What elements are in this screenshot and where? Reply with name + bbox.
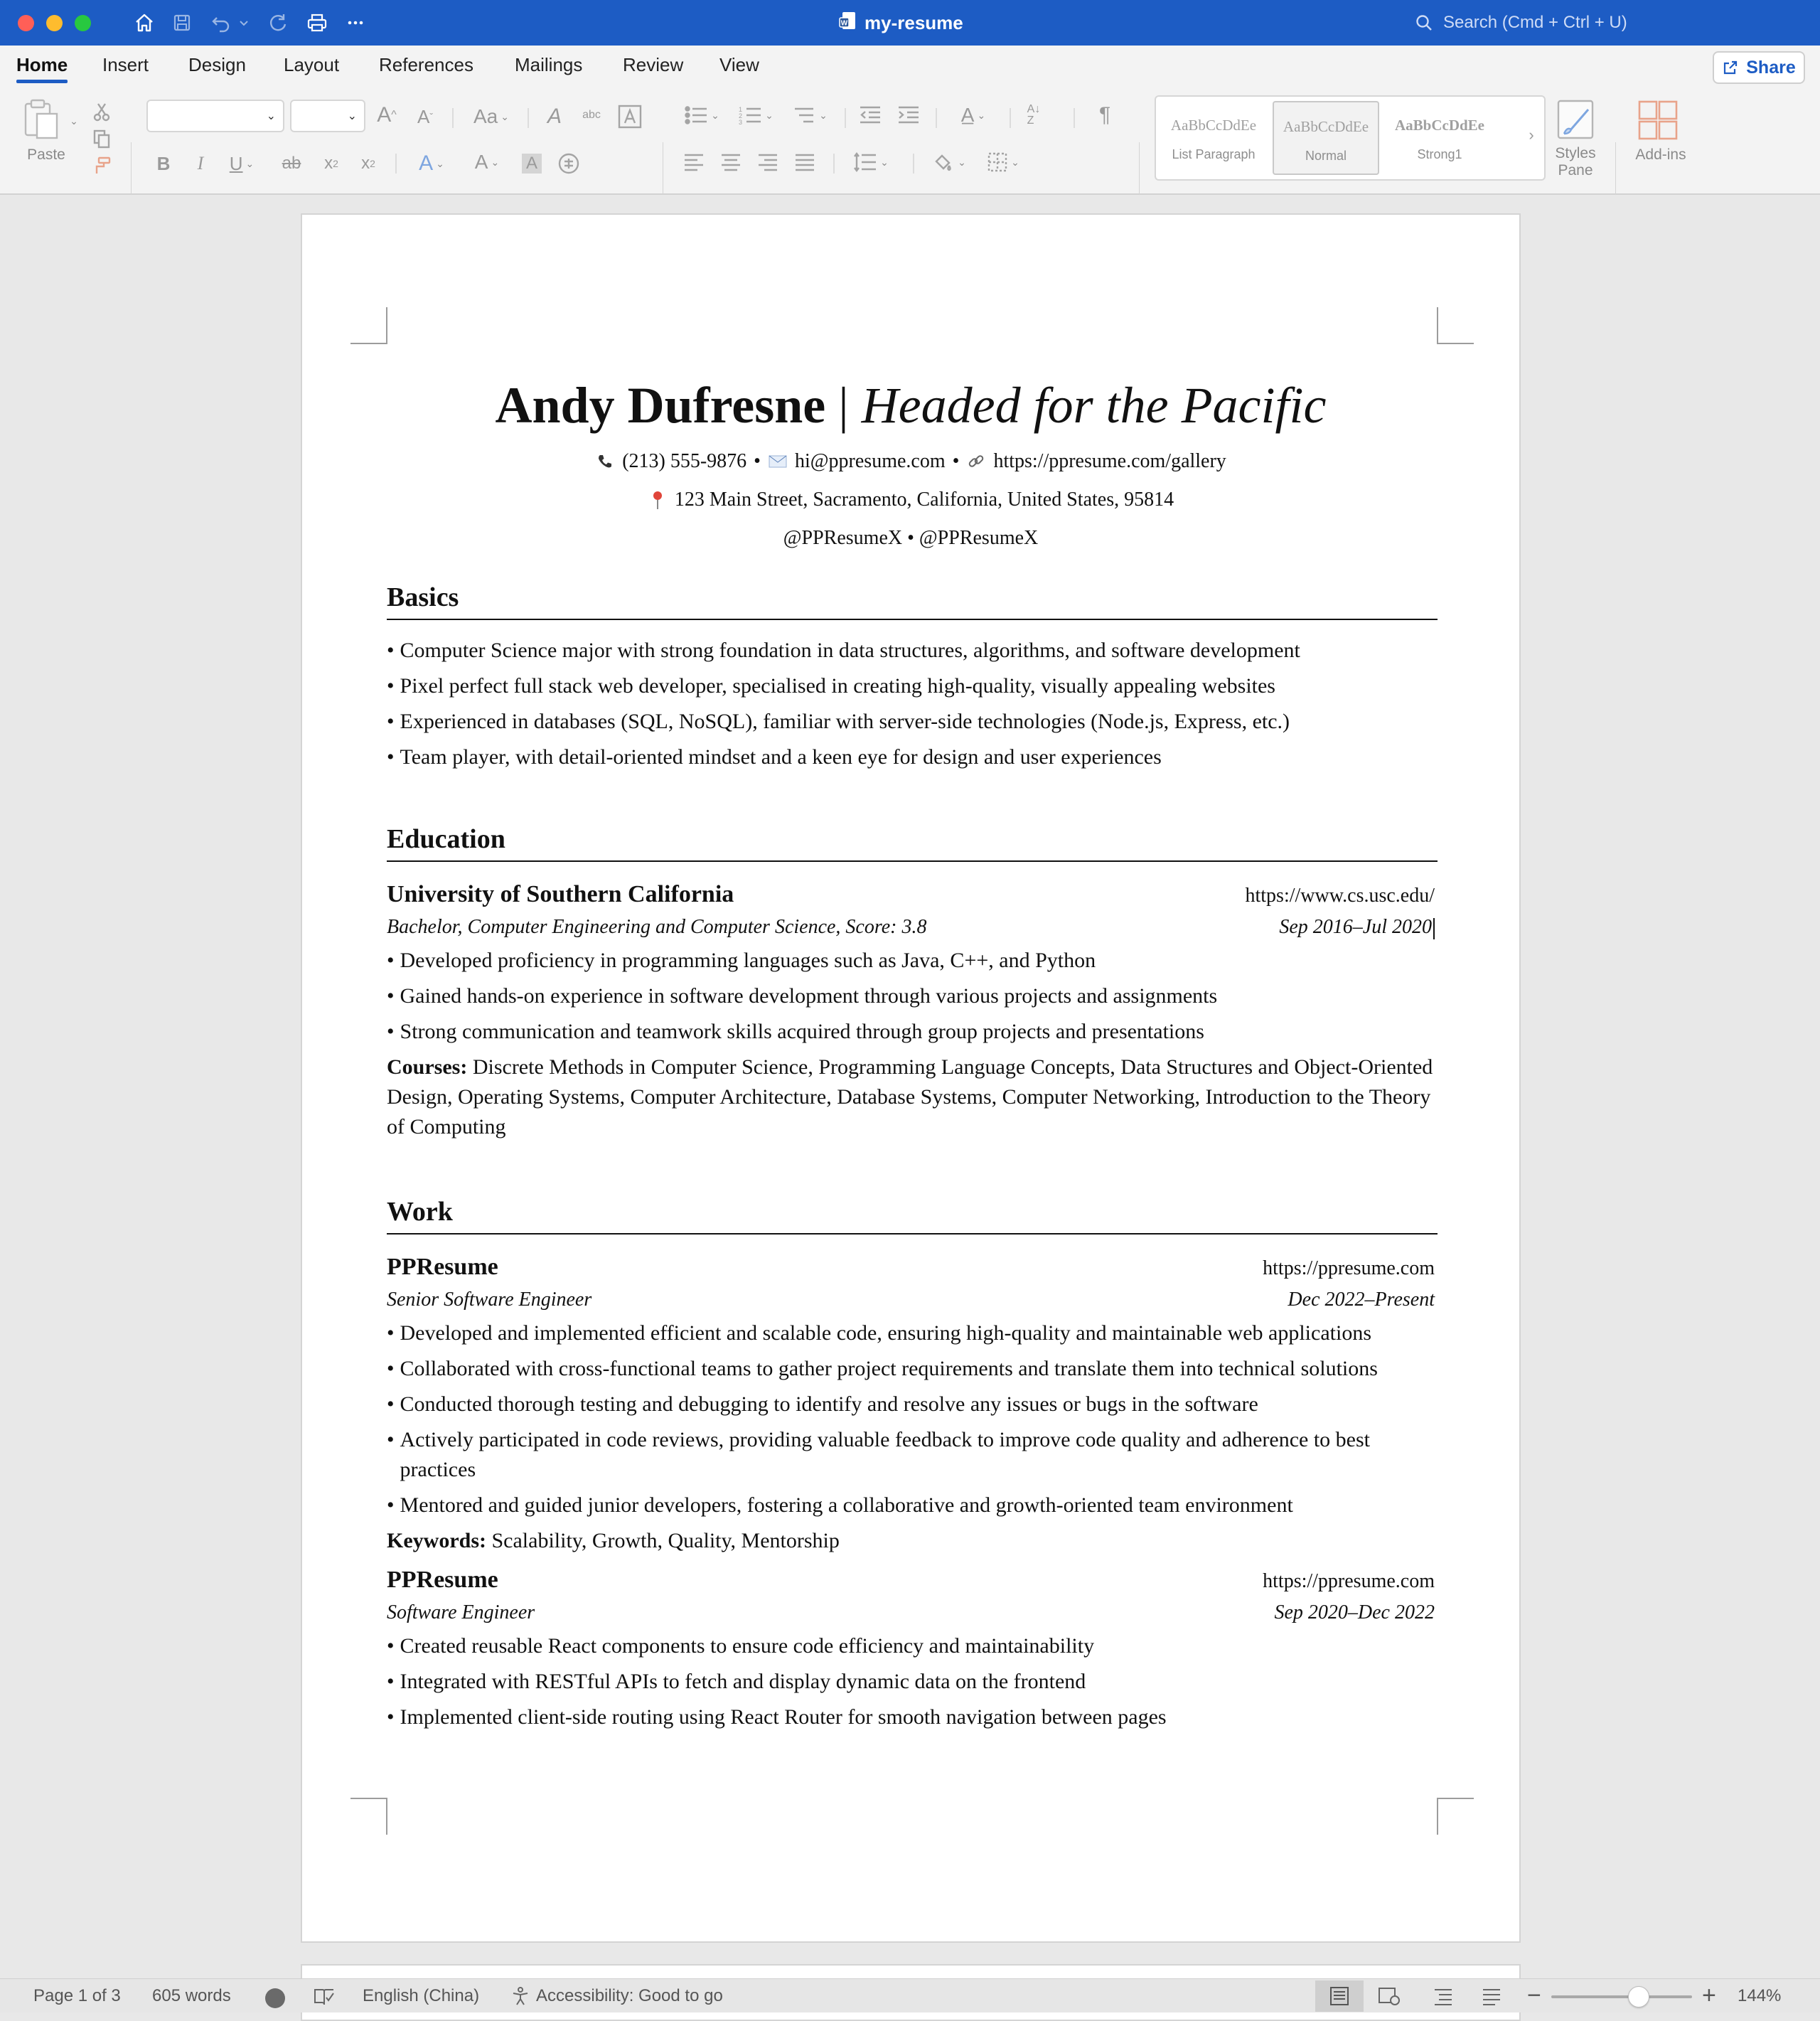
- styles-pane-label-line2: Pane: [1558, 162, 1593, 178]
- styles-pane-icon[interactable]: [1553, 98, 1598, 141]
- page-count[interactable]: Page 1 of 3: [33, 1986, 121, 2005]
- ribbon-separator: [913, 154, 914, 174]
- ribbon-separator: [452, 108, 454, 128]
- add-ins-icon[interactable]: [1635, 98, 1681, 142]
- list-item-text: Created reusable React components to ensure code efficiency and maintainability: [400, 1634, 1095, 1658]
- resume-header: [302, 375, 1519, 550]
- title-bar: [0, 0, 1820, 46]
- share-icon: [1722, 59, 1739, 76]
- print-icon[interactable]: [304, 10, 330, 36]
- tab-layout[interactable]: Layout: [284, 54, 340, 75]
- name-line: [302, 375, 1519, 435]
- proofing-icon[interactable]: [313, 1986, 336, 2007]
- company-name: PPResume: [387, 1254, 498, 1280]
- phone-number[interactable]: (213) 555-9876: [622, 450, 747, 472]
- list-item-text: Developed proficiency in programming languages such as Java, C++, and Python: [400, 949, 1096, 972]
- education-dates: [1279, 913, 1435, 942]
- socials-line: [302, 526, 1519, 550]
- school-name: University of Southern California: [387, 881, 734, 907]
- entry-subheader: [387, 1599, 1438, 1627]
- list-item-text: Collaborated with cross-functional teams to gather project requirements and translate them into technical solutions: [400, 1357, 1378, 1380]
- close-window-button[interactable]: [18, 15, 34, 31]
- courses-paragraph: [387, 1052, 1438, 1142]
- bullet-mark: •: [387, 1670, 395, 1693]
- clear-formatting-icon[interactable]: A: [547, 105, 562, 128]
- borders-icon[interactable]: ⌄: [980, 148, 1027, 176]
- keywords-label: Keywords:: [387, 1529, 486, 1552]
- cut-icon[interactable]: [90, 100, 114, 124]
- undo-dropdown-icon[interactable]: [237, 10, 251, 36]
- list-item-text: Integrated with RESTful APIs to fetch and display dynamic data on the frontend: [400, 1670, 1086, 1693]
- enclose-characters-icon[interactable]: [555, 149, 583, 178]
- accessibility-indicator[interactable]: [510, 1986, 723, 2006]
- font-size-dropdown[interactable]: ⌄: [290, 100, 365, 132]
- dates-text: Sep 2016–Jul 2020: [1279, 916, 1432, 938]
- section-title: Education: [387, 822, 1438, 862]
- list-item: [387, 1425, 1438, 1485]
- list-item: [387, 1667, 1438, 1697]
- font-name-dropdown[interactable]: ⌄: [146, 100, 284, 132]
- list-item: [387, 671, 1438, 701]
- entry-subheader: [387, 913, 1438, 942]
- list-item-text: Strong communication and teamwork skills acquired through group projects and presentations: [400, 1020, 1204, 1043]
- style-name: List Paragraph: [1172, 147, 1256, 161]
- ribbon-separator: [845, 108, 846, 128]
- grow-font-icon[interactable]: A ^: [377, 103, 397, 127]
- share-label: Share: [1746, 57, 1796, 78]
- basics-list: [387, 636, 1438, 772]
- tab-view[interactable]: View: [719, 54, 759, 75]
- shading-icon[interactable]: ⌄: [926, 148, 973, 176]
- italic-icon[interactable]: I: [197, 153, 204, 174]
- add-ins-label[interactable]: Add-ins: [1635, 146, 1686, 163]
- courses-text: Discrete Methods in Computer Science, Programming Language Concepts, Data Structures and Object-Oriented Design, Operating Systems, Computer Architecture, Database Systems, Computer Networking, Introduction to the Theory of Computing: [387, 1055, 1433, 1139]
- list-item: [387, 1702, 1438, 1732]
- bold-icon[interactable]: B: [156, 152, 171, 174]
- list-item-text: Team player, with detail-oriented mindset and a keen eye for design and user experiences: [400, 745, 1162, 769]
- share-button[interactable]: [1713, 51, 1805, 84]
- social-handles[interactable]: @PPResumeX • @PPResumeX: [783, 527, 1039, 549]
- website-link[interactable]: https://ppresume.com/gallery: [993, 450, 1226, 472]
- zoom-slider-thumb[interactable]: [1628, 1986, 1649, 2007]
- home-icon[interactable]: [132, 10, 157, 36]
- print-layout-view-button[interactable]: [1315, 1980, 1364, 2012]
- svg-text:2: 2: [739, 112, 743, 119]
- text-cursor: [1433, 918, 1435, 939]
- svg-text:3: 3: [739, 119, 743, 126]
- font-color-icon[interactable]: A ⌄: [474, 151, 500, 173]
- contact-separator: •: [952, 450, 960, 472]
- document-page[interactable]: [301, 213, 1521, 1943]
- bullet-mark: •: [387, 674, 395, 698]
- superscript-icon[interactable]: x 2: [361, 154, 375, 173]
- paste-dropdown-icon[interactable]: ⌄: [70, 114, 78, 127]
- list-item: [387, 1491, 1438, 1520]
- document-title-text: my-resume: [864, 11, 963, 33]
- redo-icon[interactable]: [265, 10, 291, 36]
- job-role: Software Engineer: [387, 1601, 535, 1623]
- entry-header: [387, 1564, 1438, 1596]
- chevron-right-icon[interactable]: ›: [1529, 126, 1534, 144]
- list-item-text: Implemented client-side routing using React Router for smooth navigation between pages: [400, 1705, 1167, 1729]
- location-pin-icon: [648, 490, 668, 510]
- justify-icon[interactable]: [791, 148, 819, 176]
- copy-icon[interactable]: [90, 127, 114, 151]
- document-canvas: [0, 195, 1820, 2014]
- crop-mark: [1437, 1798, 1474, 1835]
- entry-header: [387, 1252, 1438, 1283]
- minimize-window-button[interactable]: [46, 15, 63, 31]
- ribbon-separator: [833, 154, 835, 174]
- section-work: [387, 1195, 1438, 1738]
- zoom-in-button[interactable]: +: [1702, 1982, 1716, 2009]
- crop-mark: [350, 1798, 387, 1835]
- save-icon[interactable]: [169, 10, 195, 36]
- contact-line: [302, 449, 1519, 474]
- asian-layout-icon[interactable]: A̲ ⌄: [960, 104, 986, 126]
- work-list: [387, 1318, 1438, 1520]
- draft-icon: [1481, 1986, 1502, 2006]
- style-name: Normal: [1305, 149, 1347, 163]
- outline-view-button[interactable]: [1419, 1980, 1467, 2012]
- contact-separator: •: [754, 450, 761, 472]
- styles-pane-label-line1: Styles: [1555, 145, 1596, 161]
- text-effects-icon[interactable]: A ⌄: [419, 151, 444, 175]
- style-list-paragraph[interactable]: [1160, 101, 1267, 175]
- align-right-icon[interactable]: [754, 148, 782, 176]
- bullet-mark: •: [387, 949, 395, 972]
- bullet-mark: •: [387, 1634, 395, 1658]
- courses-label: Courses:: [387, 1055, 468, 1079]
- section-title: Basics: [387, 580, 1438, 620]
- list-item: [387, 1390, 1438, 1419]
- word-count[interactable]: 605 words: [152, 1986, 231, 2005]
- word-document-icon: [839, 11, 857, 36]
- crop-mark: [1437, 307, 1474, 344]
- list-item-text: Gained hands-on experience in software development through various projects and assignments: [400, 984, 1218, 1008]
- align-center-icon[interactable]: [717, 148, 745, 176]
- tab-design[interactable]: Design: [188, 54, 246, 75]
- clipboard-icon: [21, 98, 63, 141]
- web-layout-icon: [1378, 1986, 1401, 2006]
- style-preview: AaBbCcDdEe: [1394, 117, 1484, 134]
- list-item: [387, 1318, 1438, 1348]
- bullet-mark: •: [387, 984, 395, 1008]
- list-item-text: Experienced in databases (SQL, NoSQL), familiar with server-side technologies (Node.js, Express, etc.): [400, 710, 1290, 733]
- work-list: [387, 1631, 1438, 1732]
- link-icon: [966, 452, 986, 471]
- phonetic-guide-icon[interactable]: abc: [582, 109, 601, 121]
- change-case-icon[interactable]: Aa ⌄: [473, 105, 509, 127]
- degree-text: Bachelor, Computer Engineering and Computer Science, Score: 3.8: [387, 916, 927, 938]
- crop-mark: [350, 307, 387, 344]
- bullet-mark: •: [387, 639, 395, 662]
- style-normal[interactable]: [1273, 101, 1379, 175]
- bullet-mark: •: [387, 1705, 395, 1729]
- work-entry: [387, 1252, 1438, 1556]
- list-item-text: Conducted thorough testing and debugging to identify and resolve any issues or bugs in the software: [400, 1392, 1258, 1416]
- bullet-mark: •: [387, 1321, 395, 1345]
- paste-label[interactable]: Paste: [27, 146, 65, 163]
- resume-tagline: Headed for the Pacific: [861, 377, 1327, 434]
- numbering-icon[interactable]: 1 2 3 ⌄: [739, 106, 774, 126]
- strikethrough-icon[interactable]: ab: [282, 154, 301, 173]
- list-item: [387, 707, 1438, 737]
- list-item-text: Mentored and guided junior developers, fostering a collaborative and growth-oriented team environment: [400, 1493, 1293, 1517]
- job-dates: Dec 2022–Present: [1288, 1289, 1435, 1311]
- svg-text:W: W: [840, 19, 848, 27]
- tab-insert[interactable]: Insert: [102, 54, 149, 75]
- keywords-text: Scalability, Growth, Quality, Mentorship: [491, 1529, 840, 1552]
- tab-mailings[interactable]: Mailings: [515, 54, 583, 75]
- section-basics: [387, 580, 1438, 778]
- accessibility-icon: [510, 1986, 530, 2006]
- list-item-text: Pixel perfect full stack web developer, specialised in creating high-quality, visually appealing websites: [400, 674, 1275, 698]
- line-spacing-icon[interactable]: ⌄: [846, 148, 896, 176]
- bullet-mark: •: [387, 1428, 395, 1451]
- address-text: 123 Main Street, Sacramento, California, United States, 95814: [674, 489, 1174, 511]
- address-line: [302, 488, 1519, 512]
- svg-text:1: 1: [739, 106, 743, 113]
- zoom-level[interactable]: 144%: [1738, 1986, 1782, 2005]
- format-painter-icon[interactable]: [90, 154, 114, 178]
- bullet-mark: •: [387, 1020, 395, 1043]
- print-layout-icon: [1329, 1986, 1350, 2006]
- name-separator: |: [838, 377, 849, 434]
- list-item-text: Computer Science major with strong foundation in data structures, algorithms, and software development: [400, 639, 1300, 662]
- list-item-text: Actively participated in code reviews, providing valuable feedback to improve code quality and adherence to best practices: [400, 1428, 1371, 1481]
- more-icon[interactable]: [343, 10, 368, 36]
- work-entry: [387, 1564, 1438, 1732]
- character-shading-icon[interactable]: A: [518, 149, 546, 178]
- ribbon: [0, 46, 1820, 195]
- undo-icon[interactable]: [208, 10, 234, 36]
- multilevel-list-icon[interactable]: ⌄: [786, 101, 833, 129]
- ribbon-separator: [1010, 108, 1011, 128]
- accessibility-text: Accessibility: Good to go: [536, 1986, 723, 2005]
- phone-icon: [595, 452, 615, 471]
- style-preview: AaBbCcDdEe: [1170, 117, 1257, 134]
- entry-header: [387, 879, 1438, 910]
- bullet-mark: •: [387, 1493, 395, 1517]
- align-left-icon[interactable]: [680, 148, 708, 176]
- list-item: [387, 1631, 1438, 1661]
- list-item: [387, 636, 1438, 666]
- job-role: Senior Software Engineer: [387, 1289, 592, 1311]
- keywords-paragraph: [387, 1526, 1438, 1556]
- status-bar: [0, 1978, 1820, 2012]
- education-list: [387, 946, 1438, 1047]
- ribbon-separator: [936, 108, 937, 128]
- tab-review[interactable]: Review: [623, 54, 684, 75]
- styles-pane-label[interactable]: [1547, 145, 1604, 179]
- shrink-font-icon[interactable]: A ˇ: [417, 105, 433, 127]
- ribbon-separator: [1074, 108, 1075, 128]
- decrease-indent-icon[interactable]: [855, 101, 886, 129]
- search-icon: [1415, 14, 1433, 32]
- search-placeholder: Search (Cmd + Ctrl + U): [1443, 13, 1627, 32]
- language-indicator[interactable]: English (China): [363, 1986, 480, 2005]
- bullet-mark: •: [387, 1392, 395, 1416]
- section-education: [387, 822, 1438, 1142]
- style-strong1[interactable]: [1386, 101, 1493, 175]
- ribbon-separator: [528, 108, 529, 128]
- email-icon: [768, 452, 788, 471]
- web-layout-view-button[interactable]: [1365, 1980, 1413, 2012]
- style-name: Strong1: [1417, 147, 1462, 161]
- styles-gallery: [1155, 95, 1546, 181]
- list-item: [387, 1017, 1438, 1047]
- list-item: [387, 946, 1438, 976]
- company-name: PPResume: [387, 1567, 498, 1593]
- style-preview: AaBbCcDdEe: [1283, 118, 1369, 135]
- company-url[interactable]: https://ppresume.com: [1263, 1570, 1435, 1592]
- list-item: [387, 742, 1438, 772]
- entry-subheader: [387, 1286, 1438, 1314]
- document-title: [839, 10, 963, 36]
- job-dates: Sep 2020–Dec 2022: [1274, 1601, 1435, 1623]
- list-item: [387, 1354, 1438, 1384]
- education-entry: [387, 879, 1438, 1142]
- increase-indent-icon[interactable]: [893, 101, 924, 129]
- show-formatting-marks-icon[interactable]: ¶: [1098, 103, 1111, 127]
- list-item-text: Developed and implemented efficient and scalable code, ensuring high-quality and maintainable web applications: [400, 1321, 1371, 1345]
- sort-icon[interactable]: A↓ Z: [1027, 103, 1041, 127]
- search-box[interactable]: [1415, 10, 1627, 36]
- bullet-mark: •: [387, 710, 395, 733]
- bullets-icon[interactable]: ⌄: [678, 101, 725, 129]
- bullet-mark: •: [387, 745, 395, 769]
- paste-button[interactable]: [18, 98, 65, 141]
- email-link[interactable]: hi@ppresume.com: [794, 450, 946, 472]
- zoom-slider[interactable]: [1551, 1995, 1692, 1998]
- school-url[interactable]: https://www.cs.usc.edu/: [1245, 885, 1435, 907]
- list-item: [387, 981, 1438, 1011]
- character-border-icon[interactable]: [616, 102, 644, 131]
- ribbon-separator: [395, 154, 397, 174]
- section-title: Work: [387, 1195, 1438, 1235]
- draft-view-button[interactable]: [1467, 1980, 1516, 2012]
- maximize-window-button[interactable]: [75, 15, 91, 31]
- tab-references[interactable]: References: [379, 54, 473, 75]
- resume-name: Andy Dufresne: [495, 377, 826, 434]
- company-url[interactable]: https://ppresume.com: [1263, 1257, 1435, 1279]
- bullet-mark: •: [387, 1357, 395, 1380]
- underline-icon[interactable]: U ⌄: [229, 152, 255, 174]
- tab-home[interactable]: Home: [16, 54, 68, 75]
- outline-icon: [1433, 1986, 1454, 2006]
- macro-record-icon[interactable]: [264, 1988, 286, 2009]
- zoom-out-button[interactable]: −: [1527, 1982, 1541, 2009]
- subscript-icon[interactable]: x 2: [324, 154, 338, 173]
